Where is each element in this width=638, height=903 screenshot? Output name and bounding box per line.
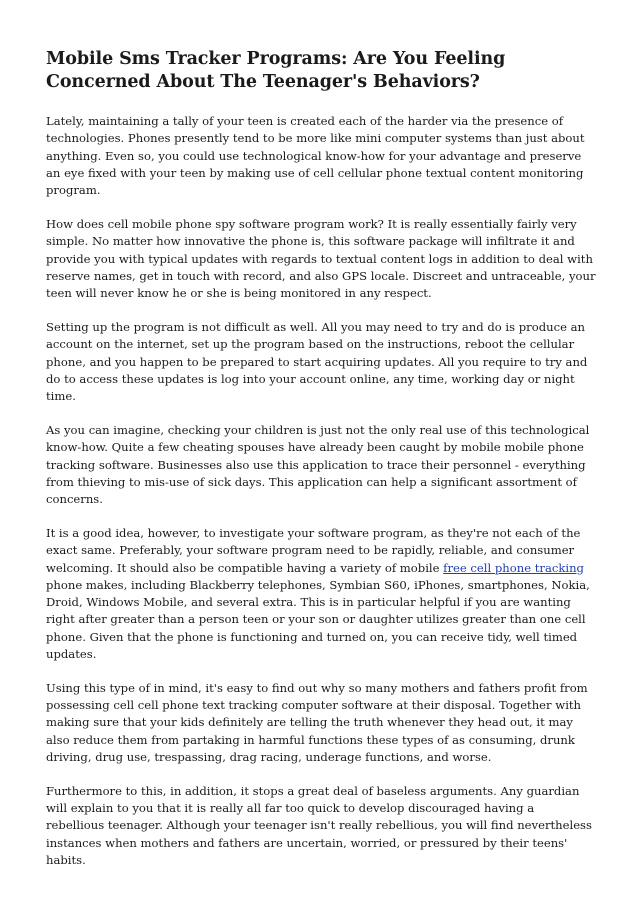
paragraph: How does cell mobile phone spy software program work? It is really essentially fairly very simple. No matter how innovative the phone is, this software package will infiltrate it and provide you with typical updates with regards to textual content logs in addition to deal with reserve names, get in touch with record, and also GPS locale. Discreet and untraceable, your teen will never know he or she is being monitored in any respect. — [46, 216, 596, 301]
free-cell-phone-tracking-link[interactable]: free cell phone tracking — [443, 560, 584, 575]
paragraph-text-before-link: It is a good idea, however, to investigate your software program, as they're not each of the exact same. Preferably, your software program need to be rapidly, reliable, and consumer welcoming. It should also be compatible having a variety of mobile — [46, 525, 581, 575]
paragraph-with-link — [46, 525, 596, 663]
paragraph: Setting up the program is not difficult as well. All you may need to try and do is produce an account on the internet, set up the program based on the instructions, reboot the cellular phone, and you happen to be prepared to start acquiring updates. All you require to try and do to access these updates is log into your account online, any time, working day or night time. — [46, 319, 588, 404]
paragraph: Furthermore to this, in addition, it stops a great deal of baseless arguments. Any guardian will explain to you that it is really all far too quick to develop discouraged having a rebellious teenager. Although your teenager isn't really rebellious, you will find nevertheless instances when mothers and fathers are uncertain, worried, or pressured by their teens' habits. — [46, 783, 592, 867]
paragraph: As you can imagine, checking your children is just not the only real use of this technological know-how. Quite a few cheating spouses have already been caught by mobile mobile phone tracking software. Businesses also use this application to trace their personnel - everything from thieving to mis-use of sick days. This application can help a significant assortment of concerns. — [46, 422, 590, 507]
paragraph: Lately, maintaining a tally of your teen is created each of the harder via the presence of technologies. Phones presently tend to be more like mini computer systems than just about anything. Even so, you could use technological know-how for your advantage and preserve an eye fixed with your teen by making use of cell cellular phone textual content monitoring program. — [46, 114, 585, 198]
document-title: Mobile Sms Tracker Programs: Are You Feeling Concerned About The Teenager's Behaviors? — [46, 49, 506, 92]
paragraph-text-after-link: phone makes, including Blackberry telephones, Symbian S60, iPhones, smartphones, Nokia, Droid, Windows Mobile, and several extra. This is in particular helpful if you are wanting right after greater than a person teen or your son or daughter utilizes greater than one cell phone. Given that the phone is functioning and turned on, you can receive tidy, well timed updates. — [46, 577, 590, 662]
paragraph: Using this type of in mind, it's easy to find out why so many mothers and fathers profit from possessing cell cell phone text tracking computer software at their disposal. Together with making sure that your kids definitely are telling the truth whenever they head out, it may also reduce them from partaking in harmful functions these types of as consuming, drunk driving, drug use, trespassing, drag racing, underage functions, and worse. — [46, 680, 588, 764]
document-page — [46, 48, 596, 886]
